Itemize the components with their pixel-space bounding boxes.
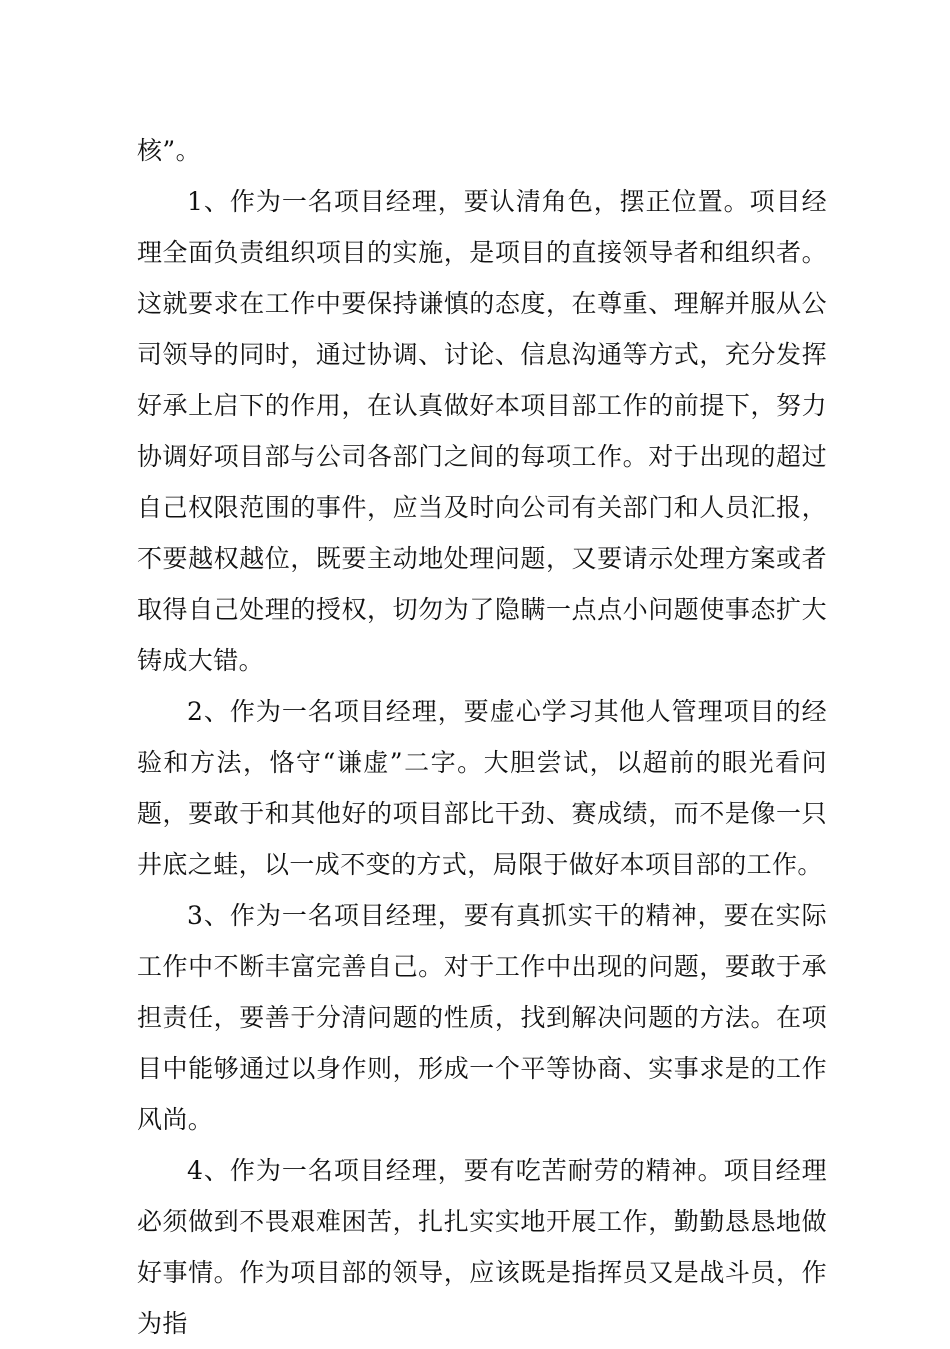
paragraph-item-4: 4、作为一名项目经理，要有吃苦耐劳的精神。项目经理必须做到不畏艰难困苦，扎扎实实地开展工作，勤勤恳恳地做好事情。作为项目部的领导，应该既是指挥员又是战斗员，作为指	[137, 1156, 827, 1338]
paragraph-continuation: 核”。	[137, 136, 201, 165]
paragraph-item-1: 1、作为一名项目经理，要认清角色，摆正位置。项目经理全面负责组织项目的实施，是项目的直接领导者和组织者。这就要求在工作中要保持谦慎的态度，在尊重、理解并服从公司领导的同时，通过协调、讨论、信息沟通等方式，充分发挥好承上启下的作用，在认真做好本项目部工作的前提下，努力协调好项目部与公司各部门之间的每项工作。对于出现的超过自己权限范围的事件，应当及时向公司有关部门和人员汇报，不要越权越位，既要主动地处理问题，又要请示处理方案或者取得自己处理的授权，切勿为了隐瞒一点点小问题使事态扩大铸成大错。	[137, 187, 827, 675]
paragraph-item-3: 3、作为一名项目经理，要有真抓实干的精神，要在实际工作中不断丰富完善自己。对于工作中出现的问题，要敢于承担责任，要善于分清问题的性质，找到解决问题的方法。在项目中能够通过以身作则，形成一个平等协商、实事求是的工作风尚。	[137, 901, 827, 1134]
paragraph-item-2: 2、作为一名项目经理，要虚心学习其他人管理项目的经验和方法，恪守“谦虚”二字。大胆尝试，以超前的眼光看问题，要敢于和其他好的项目部比干劲、赛成绩，而不是像一只井底之蛙，以一成不变的方式，局限于做好本项目部的工作。	[137, 697, 827, 879]
document-page	[137, 125, 827, 1349]
